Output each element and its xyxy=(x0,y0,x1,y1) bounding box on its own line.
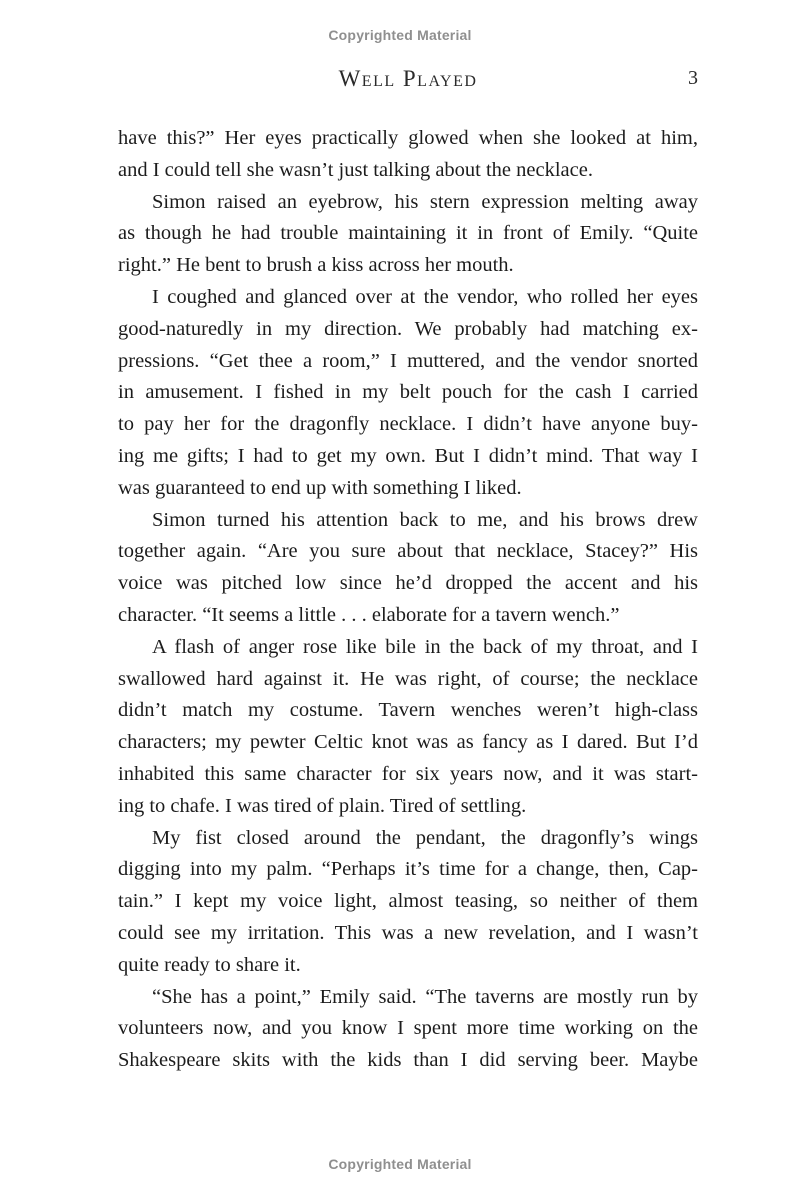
text-line: swallowed hard against it. He was right, of course; the necklace xyxy=(118,667,698,690)
text-line: digging into my palm. “Perhaps it’s time for a change, then, Cap- xyxy=(118,858,698,881)
text-line: characters; my pewter Celtic knot was as fancy as I dared. But I’d xyxy=(118,731,698,754)
page-number: 3 xyxy=(688,67,698,89)
text-line: volunteers now, and you know I spent more time working on the xyxy=(118,1017,698,1040)
text-line: could see my irritation. This was a new revelation, and I wasn’t xyxy=(118,921,698,944)
page-header xyxy=(118,66,698,94)
copyright-notice-bottom: Copyrighted Material xyxy=(328,1156,472,1172)
text-line: pressions. “Get thee a room,” I muttered, and the vendor snorted xyxy=(118,349,698,372)
text-line: Simon turned his attention back to me, and his brows drew xyxy=(152,508,698,531)
text-line: have this?” Her eyes practically glowed when she looked at him, xyxy=(118,127,698,149)
text-line: character. “It seems a little . . . elaborate for a tavern wench.” xyxy=(118,603,620,626)
text-block xyxy=(118,123,698,1077)
text-line: ing me gifts; I had to get my own. But I didn’t mind. That way I xyxy=(118,444,698,467)
text-line: “She has a point,” Emily said. “The taverns are mostly run by xyxy=(152,985,698,1008)
text-line: My fist closed around the pendant, the dragonfly’s wings xyxy=(152,826,698,849)
text-line: right.” He bent to brush a kiss across her mouth. xyxy=(118,254,514,277)
text-line: in amusement. I fished in my belt pouch for the cash I carried xyxy=(118,381,698,404)
text-line: I coughed and glanced over at the vendor, who rolled her eyes xyxy=(152,285,698,308)
text-line: together again. “Are you sure about that necklace, Stacey?” His xyxy=(118,540,698,563)
running-head-title: Well Played xyxy=(338,66,478,91)
text-line: quite ready to share it. xyxy=(118,953,301,976)
text-line: didn’t match my costume. Tavern wenches weren’t high-class xyxy=(118,699,698,722)
text-line: was guaranteed to end up with something I liked. xyxy=(118,476,522,499)
text-line: to pay her for the dragonfly necklace. I didn’t have anyone buy- xyxy=(118,413,698,436)
text-line: inhabited this same character for six years now, and it was start- xyxy=(118,762,698,785)
text-line: tain.” I kept my voice light, almost teasing, so neither of them xyxy=(118,890,698,913)
text-line: Simon raised an eyebrow, his stern expression melting away xyxy=(152,190,698,213)
text-line: as though he had trouble maintaining it in front of Emily. “Quite xyxy=(118,222,698,245)
text-line: and I could tell she wasn’t just talking about the necklace. xyxy=(118,158,593,181)
text-line: ing to chafe. I was tired of plain. Tired of settling. xyxy=(118,794,527,817)
text-line: Shakespeare skits with the kids than I did serving beer. Maybe xyxy=(118,1049,698,1072)
text-line: good-naturedly in my direction. We probably had matching ex- xyxy=(118,317,698,340)
copyright-notice-top: Copyrighted Material xyxy=(328,27,472,43)
text-line: voice was pitched low since he’d dropped the accent and his xyxy=(118,572,698,595)
text-line: A flash of anger rose like bile in the back of my throat, and I xyxy=(152,635,698,658)
